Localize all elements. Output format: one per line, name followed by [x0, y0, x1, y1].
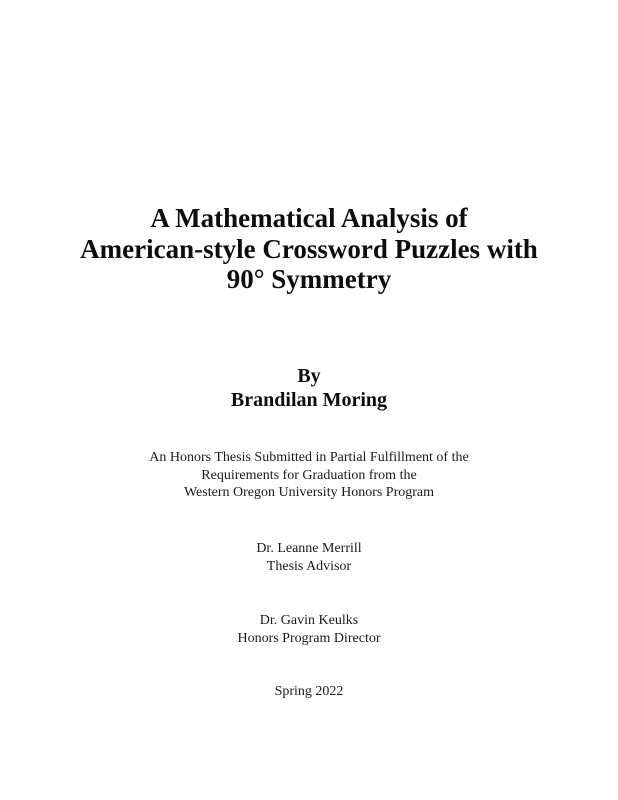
advisor-role: Thesis Advisor — [266, 558, 352, 574]
submission-line-1: An Honors Thesis Submitted in Partial Fulfillment of the — [149, 450, 469, 465]
title-line-3: 90° Symmetry — [226, 264, 392, 294]
by-label: By — [297, 365, 321, 387]
director-role: Honors Program Director — [237, 630, 381, 646]
title-line-2: American-style Crossword Puzzles with — [80, 234, 538, 264]
term-date: Spring 2022 — [274, 684, 344, 699]
author-name: Brandilan Moring — [230, 389, 388, 411]
director-name: Dr. Gavin Keulks — [259, 613, 359, 628]
submission-line-3: Western Oregon University Honors Program — [183, 485, 435, 500]
submission-line-2: Requirements for Graduation from the — [201, 467, 417, 483]
advisor-name: Dr. Leanne Merrill — [256, 541, 362, 556]
title-line-1: A Mathematical Analysis of — [150, 203, 468, 233]
